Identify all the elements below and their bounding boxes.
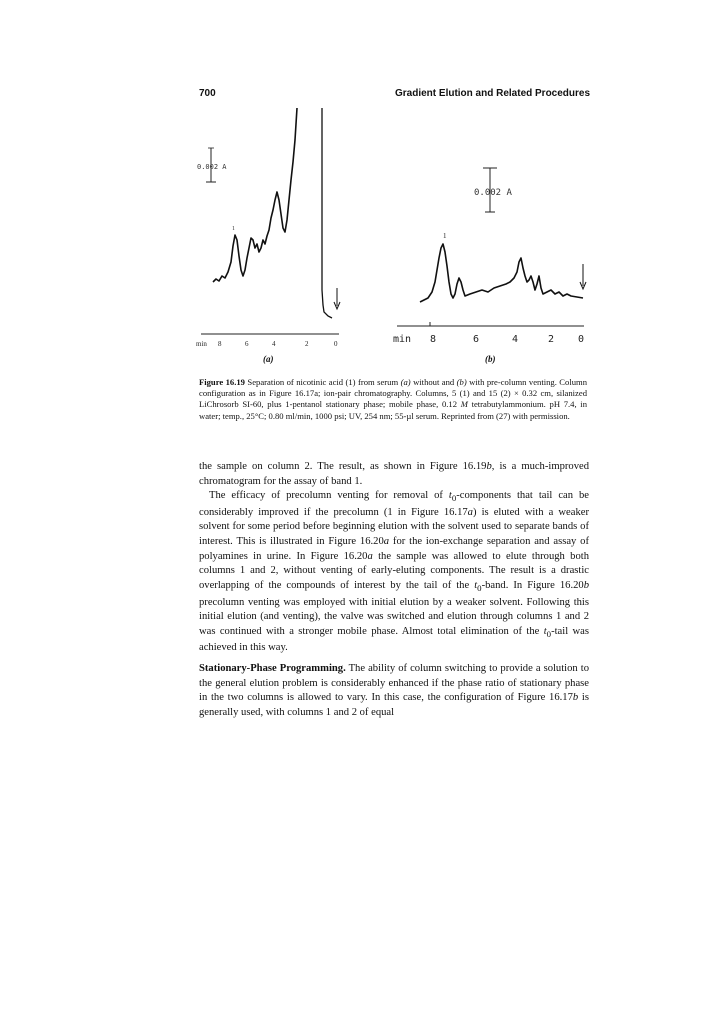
caption-molar: M bbox=[460, 399, 468, 410]
panel-b-arrow bbox=[580, 264, 586, 289]
paragraph-3 bbox=[199, 662, 589, 720]
t0-subscript-2: 0 bbox=[477, 582, 482, 593]
panel-b-trace bbox=[420, 244, 583, 302]
body-text bbox=[199, 460, 589, 720]
p2-italic-f: b bbox=[583, 579, 589, 591]
panel-a-label: (a) bbox=[263, 354, 274, 364]
t0-symbol-2: t bbox=[474, 579, 478, 591]
p2-text-f: -band. In Figure 16.20 bbox=[481, 579, 584, 591]
paragraph-1 bbox=[199, 460, 589, 489]
t0-symbol-3: t bbox=[543, 625, 547, 637]
caption-a-ref: (a) bbox=[400, 377, 411, 387]
caption-text-1: Separation of nicotinic acid (1) from serum bbox=[244, 377, 401, 387]
p2-text-g: precolumn venting was employed with initial elution by a weaker solvent. Following this initial elution (and venting), the valve was switched and elution through columns 1 and 2 was continued with a stronger mobile phase. Almost total elimination of the bbox=[199, 596, 589, 637]
panel-b-tick-8: 8 bbox=[430, 334, 437, 345]
caption-text-4: tetrabutylammonium. pH 7.4, in water; temp., 25°C; 0.80 ml/min, 1000 psi; UV, 254 nm; 55-µl serum. Reprinted from (27) with permission. bbox=[199, 399, 587, 421]
caption-label: Figure 16.19 bbox=[199, 377, 245, 387]
panel-a-tick-0: 0 bbox=[334, 340, 338, 348]
panel-a-tick-2: 2 bbox=[305, 340, 309, 348]
p2-italic-c: a bbox=[383, 536, 390, 548]
panel-b-scale-label: 0.002 A bbox=[474, 188, 512, 198]
panel-a-solvent-front bbox=[322, 108, 332, 318]
panel-b-peak-label: 1 bbox=[443, 232, 447, 240]
panel-b-axis-prefix: min bbox=[393, 334, 412, 345]
p2-italic-b: a bbox=[467, 506, 473, 518]
p2-italic-d: a bbox=[367, 550, 373, 562]
panel-b-tick-2: 2 bbox=[548, 334, 555, 345]
paragraph-2 bbox=[199, 489, 589, 656]
p2-text-a: The efficacy of precolumn venting for removal of bbox=[209, 490, 449, 502]
panel-b-label: (b) bbox=[485, 354, 496, 364]
t0-symbol: t bbox=[448, 490, 452, 502]
panel-a-arrow bbox=[334, 288, 340, 309]
p2-text-e: the sample was allowed to elute through both columns 1 and 2, without venting of early-eluting components. The result is a drastic overlapping of the compounds of interest by the tail of the bbox=[199, 550, 590, 591]
chromatogram-figure bbox=[0, 0, 723, 370]
panel-a-peak-label: 1 bbox=[232, 226, 235, 232]
running-title: Gradient Elution and Related Procedures bbox=[395, 88, 591, 99]
panel-a-tick-4: 4 bbox=[272, 340, 276, 348]
panel-b-tick-4: 4 bbox=[512, 334, 519, 345]
caption-text-2: without and bbox=[410, 377, 457, 387]
p2-text-d: for the ion-exchange separation and assay of polyamines in urine. In Figure 16.20 bbox=[199, 536, 589, 562]
p1-text-a: the sample on column 2. The result, as shown in Figure 16.19 bbox=[199, 461, 487, 472]
panel-a-axis-prefix: min bbox=[196, 340, 207, 348]
caption-b-ref: (b) bbox=[456, 377, 467, 387]
t0-subscript-3: 0 bbox=[546, 628, 552, 639]
p2-text-c: ) is eluted with a weaker solvent for some period before beginning elution with the solvent used to separate bands of interest. This is illustrated in Figure 16.20 bbox=[199, 506, 589, 548]
page-number: 700 bbox=[199, 88, 216, 99]
caption-text-3: with pre-column venting. Column configuration as in Figure 16.17a; ion-pair chromatography. Columns, 5 (1) and 15 (2) × 0.32 cm, silanized LiChrosorb SI-60, plus 1-pentanol stationary phase; mobile phase, 0.12 bbox=[199, 377, 587, 410]
panel-b-tick-6: 6 bbox=[473, 334, 480, 345]
panel-b-tick-0: 0 bbox=[578, 334, 585, 345]
figure-caption bbox=[199, 377, 587, 422]
panel-a-scale-label: 0.002 A bbox=[197, 163, 227, 171]
p1-text-c: , is a much-improved chromatogram for the assay of band 1. bbox=[199, 461, 589, 487]
p1-italic: b bbox=[486, 461, 492, 472]
p3-italic: b bbox=[572, 692, 579, 704]
p3-text-b: is generally used, with columns 1 and 2 of equal bbox=[199, 692, 589, 718]
p3-text-a: The ability of column switching to provide a solution to the general elution problem is considerably enhanced if the phase ratio of stationary phase in the two columns is allowed to vary. In this case, the configuration of Figure 16.17 bbox=[199, 663, 589, 704]
t0-subscript: 0 bbox=[451, 493, 457, 504]
panel-a-tick-8: 8 bbox=[218, 340, 222, 348]
panel-a-trace bbox=[213, 108, 297, 282]
p2-text-h: -tail was achieved in this way. bbox=[199, 625, 589, 654]
section-heading: Stationary-Phase Programming. bbox=[199, 663, 346, 675]
panel-a-tick-6: 6 bbox=[245, 340, 249, 348]
p2-text-b: -components that tail can be considerably improved if the precolumn (1 in Figure 16.17 bbox=[199, 490, 589, 518]
